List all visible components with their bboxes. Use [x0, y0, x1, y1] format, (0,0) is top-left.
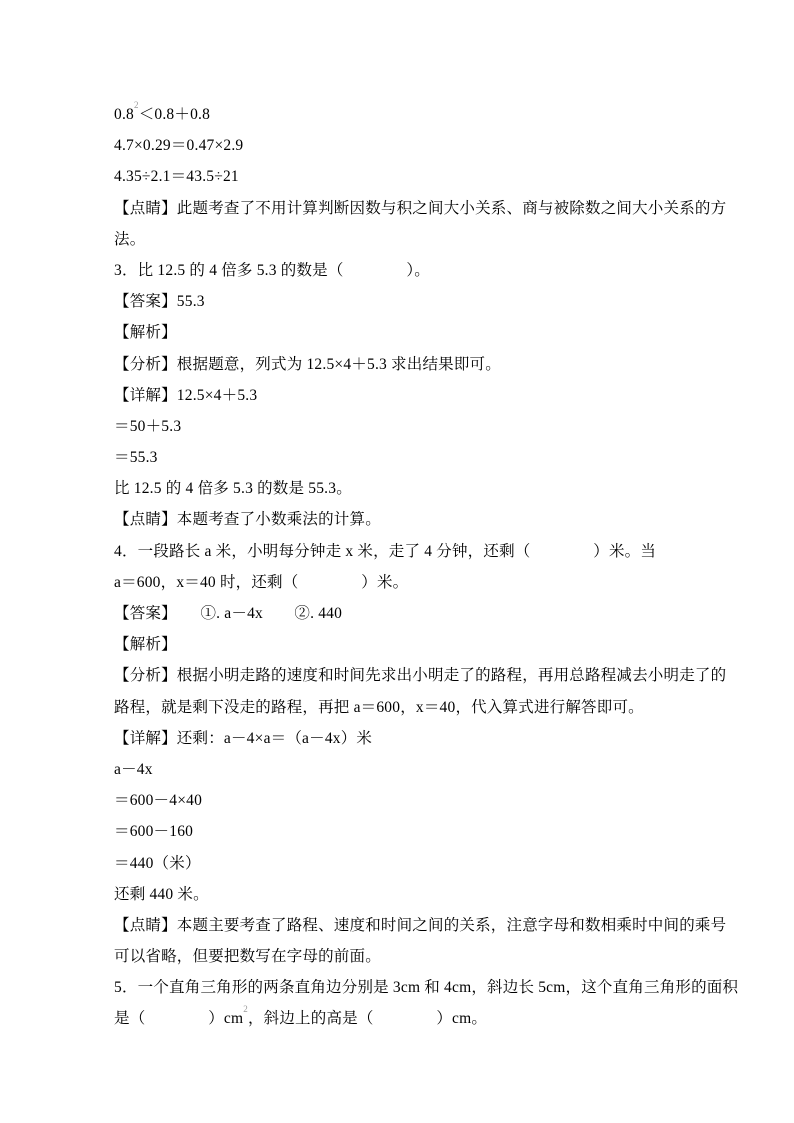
text-segment: a－4x: [114, 760, 153, 778]
text-segment: 【点睛】本题主要考查了路程、速度和时间之间的关系，注意字母和数相乘时中间的乘号: [114, 916, 727, 934]
text-line-1: [114, 99, 714, 130]
text-segment: ＝600－160: [114, 823, 194, 841]
text-line-6: [114, 255, 714, 286]
text-segment: 比 12.5 的 4 倍多 5.3 的数是 55.3。: [114, 480, 352, 498]
text-segment: ＜0.8＋0.8: [138, 106, 211, 123]
text-line-4: [114, 193, 727, 224]
text-segment: 【答案】55.3: [114, 293, 205, 311]
text-segment: 【详解】还剩：a－4×a＝（a－4x）米: [114, 729, 373, 747]
text-line-19: [114, 660, 727, 691]
text-segment: 【点睛】此题考查了不用计算判断因数与积之间大小关系、商与被除数之间大小关系的方: [114, 199, 727, 217]
text-line-16: [114, 567, 714, 598]
text-line-3: [114, 161, 714, 192]
text-line-26: [114, 879, 714, 910]
text-line-23: [114, 785, 714, 816]
text-segment: 【点睛】本题考查了小数乘法的计算。: [114, 511, 381, 529]
text-segment: 路程，就是剩下没走的路程，再把 a＝600，x＝40，代入算式进行解答即可。: [114, 698, 644, 716]
text-segment: ，斜边上的高是（ ）cm。: [247, 1010, 488, 1028]
text-segment: 【解析】: [114, 636, 177, 654]
text-segment: 【分析】根据小明走路的速度和时间先求出小明走了的路程，再用总路程减去小明走了的: [114, 667, 727, 685]
text-segment: 4．一段路长 a 米，小明每分钟走 x 米，走了 4 分钟，还剩（ ）米。当: [114, 542, 657, 560]
text-segment: ＝600－4×40: [114, 792, 203, 810]
text-line-29: [114, 972, 739, 1003]
text-segment: ＝440（米）: [114, 854, 201, 872]
text-line-17: [114, 598, 714, 629]
text-line-30: [114, 1003, 714, 1034]
text-segment: 4.7×0.29＝0.47×2.9: [114, 137, 244, 155]
text-line-18: [114, 629, 714, 660]
text-segment: 【详解】12.5×4＋5.3: [114, 386, 258, 404]
text-segment: 【解析】: [114, 324, 177, 342]
text-line-7: [114, 286, 714, 317]
text-segment: 0.8: [114, 106, 134, 123]
text-line-27: [114, 910, 727, 941]
text-segment: 3．比 12.5 的 4 倍多 5.3 的数是（ ）。: [114, 261, 431, 279]
text-line-11: [114, 411, 714, 442]
text-segment: ＝50＋5.3: [114, 417, 182, 435]
superscript-exponent: 2: [133, 99, 139, 110]
text-segment: 4.35÷2.1＝43.5÷21: [114, 168, 239, 186]
superscript-exponent: 2: [243, 1004, 248, 1015]
text-line-9: [114, 349, 714, 380]
text-line-2: [114, 130, 714, 161]
text-segment: 是（ ）cm: [114, 1010, 244, 1028]
text-line-28: [114, 941, 714, 972]
text-line-20: [114, 692, 714, 723]
text-line-8: [114, 317, 714, 348]
text-segment: 法。: [114, 230, 146, 248]
text-line-21: [114, 723, 714, 754]
text-line-24: [114, 816, 714, 847]
text-line-25: [114, 848, 714, 879]
text-line-15: [114, 536, 714, 567]
worksheet-content: [114, 99, 739, 1035]
text-line-14: [114, 504, 714, 535]
text-line-22: [114, 754, 714, 785]
text-segment: a＝600，x＝40 时，还剩（ ）米。: [114, 573, 409, 591]
text-line-5: [114, 224, 714, 255]
text-line-12: [114, 442, 714, 473]
text-segment: 可以省略，但要把数写在字母的前面。: [114, 948, 381, 966]
text-line-10: [114, 380, 714, 411]
text-segment: 还剩 440 米。: [114, 885, 209, 903]
text-segment: 【答案】 ①. a－4x ②. 440: [114, 605, 343, 622]
text-segment: ＝55.3: [114, 449, 158, 467]
text-segment: 5．一个直角三角形的两条直角边分别是 3cm 和 4cm，斜边长 5cm，这个直角三角形的面积: [114, 979, 739, 997]
text-segment: 【分析】根据题意，列式为 12.5×4＋5.3 求出结果即可。: [114, 355, 501, 373]
text-line-13: [114, 473, 714, 504]
